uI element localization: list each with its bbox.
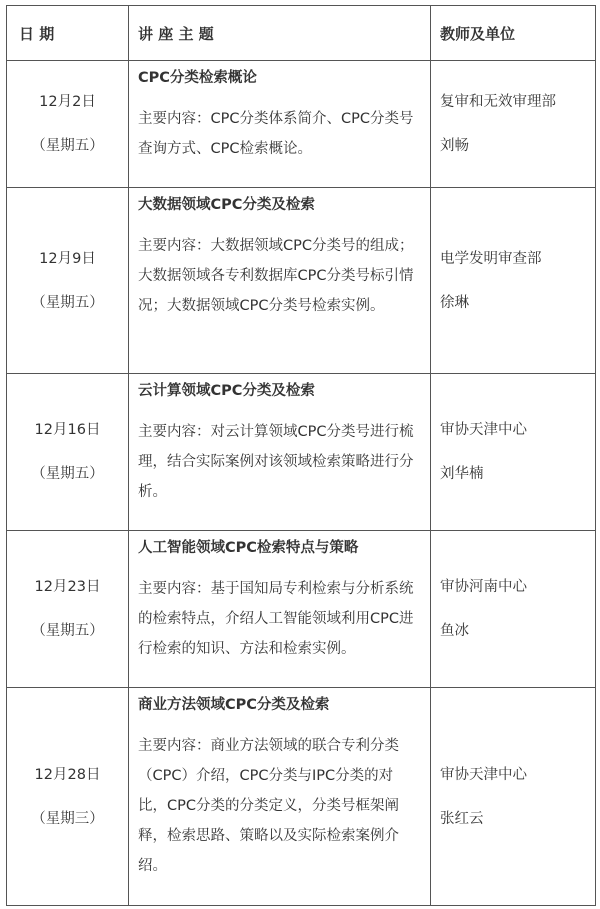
lecture-content: 主要内容：商业方法领域的联合专利分类（CPC）介绍，CPC分类与IPC分类的对比，CPC分类的分类定义，分类号框架阐释，检索思路、策略以及实际检索案例介绍。 <box>138 738 399 874</box>
lecture-content: 主要内容：大数据领域CPC分类号的组成；大数据领域各专利数据库CPC分类号标引情况；大数据领域CPC分类号检索实例。 <box>138 238 414 314</box>
lecture-date: 12月28日 <box>34 766 101 783</box>
teacher-unit: 审协天津中心 <box>440 766 527 783</box>
topic-cell <box>129 188 431 374</box>
lecture-weekday: （星期三） <box>31 810 104 827</box>
teacher-cell <box>431 531 596 688</box>
teacher-unit: 复审和无效审理部 <box>440 94 556 110</box>
table-row <box>7 688 596 906</box>
lecture-date: 12月2日 <box>39 94 96 110</box>
teacher-name: 刘华楠 <box>440 466 484 482</box>
teacher-cell <box>431 688 596 906</box>
teacher-name: 刘畅 <box>440 138 469 154</box>
lecture-title: 商业方法领域CPC分类及检索 <box>138 697 330 713</box>
teacher-cell <box>431 374 596 531</box>
lecture-weekday: （星期五） <box>31 294 104 311</box>
date-cell <box>7 531 129 688</box>
teacher-name: 徐琳 <box>440 294 469 311</box>
lecture-title: CPC分类检索概论 <box>138 70 257 86</box>
topic-cell <box>129 688 431 906</box>
lecture-title: 大数据领域CPC分类及检索 <box>138 197 315 213</box>
teacher-unit: 审协河南中心 <box>440 579 527 595</box>
teacher-unit: 审协天津中心 <box>440 422 527 438</box>
date-cell <box>7 688 129 906</box>
header-topic: 讲 座 主 题 <box>129 6 431 61</box>
table-header-row <box>7 6 596 61</box>
teacher-name: 鱼冰 <box>440 623 469 639</box>
table-row <box>7 61 596 188</box>
table-row <box>7 374 596 531</box>
lecture-date: 12月16日 <box>34 422 101 438</box>
table-row <box>7 188 596 374</box>
date-cell <box>7 61 129 188</box>
teacher-cell <box>431 188 596 374</box>
teacher-unit: 电学发明审查部 <box>440 250 542 267</box>
lecture-schedule-table <box>6 5 596 906</box>
lecture-date: 12月23日 <box>34 579 101 595</box>
teacher-name: 张红云 <box>440 810 484 827</box>
lecture-title: 云计算领域CPC分类及检索 <box>138 383 315 399</box>
lecture-content: 主要内容：基于国知局专利检索与分析系统的检索特点，介绍人工智能领域利用CPC进行检索的知识、方法和检索实例。 <box>138 581 414 657</box>
lecture-weekday: （星期五） <box>31 138 104 154</box>
date-cell <box>7 374 129 531</box>
topic-cell <box>129 531 431 688</box>
lecture-content: 主要内容：CPC分类体系简介、CPC分类号查询方式、CPC检索概论。 <box>138 111 414 157</box>
table-row <box>7 531 596 688</box>
topic-cell <box>129 374 431 531</box>
lecture-title: 人工智能领域CPC检索特点与策略 <box>138 540 359 556</box>
header-teacher: 教师及单位 <box>431 6 596 61</box>
lecture-content: 主要内容：对云计算领域CPC分类号进行梳理，结合实际案例对该领域检索策略进行分析。 <box>138 424 414 500</box>
teacher-cell <box>431 61 596 188</box>
lecture-weekday: （星期五） <box>31 623 104 639</box>
lecture-weekday: （星期五） <box>31 466 104 482</box>
date-cell <box>7 188 129 374</box>
topic-cell <box>129 61 431 188</box>
lecture-date: 12月9日 <box>39 250 96 267</box>
header-date: 日 期 <box>7 6 129 61</box>
